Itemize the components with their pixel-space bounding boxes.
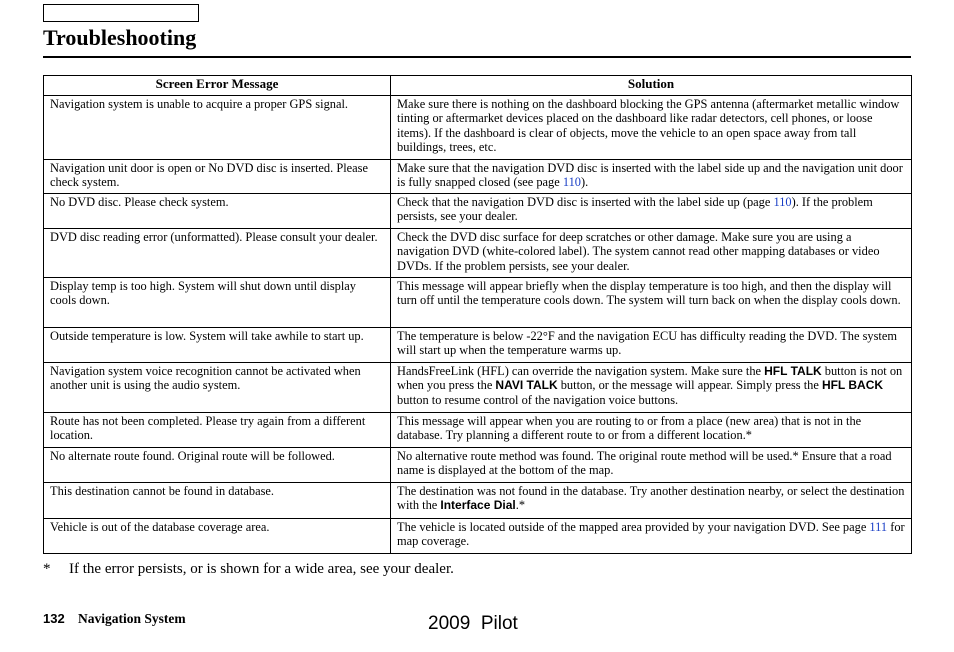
error-message-cell: No alternate route found. Original route will be followed.	[44, 448, 391, 483]
column-header-message: Screen Error Message	[44, 76, 391, 96]
table-row	[44, 519, 912, 554]
solution-cell	[391, 194, 912, 229]
solution-cell: No alternative route method was found. The original route method will be used.* Ensure that a road name is displayed at the bottom of the map.	[391, 448, 912, 483]
solution-cell	[391, 363, 912, 413]
table-row	[44, 328, 912, 363]
page-number: 132	[43, 611, 65, 626]
error-message-table	[43, 75, 912, 554]
column-header-solution: Solution	[391, 76, 912, 96]
vehicle-model: 2009 Pilot	[428, 613, 518, 634]
navi-talk-button-label: NAVI TALK	[495, 378, 558, 393]
solution-text: for map coverage.	[397, 520, 905, 549]
error-message-cell: No DVD disc. Please check system.	[44, 194, 391, 229]
footnote-marker: *	[43, 561, 51, 577]
table-row	[44, 229, 912, 278]
table-row	[44, 278, 912, 328]
solution-text: ). If the problem persists, see your dealer.	[397, 195, 873, 224]
solution-text: ).	[581, 175, 589, 190]
interface-dial-label: Interface Dial	[440, 498, 516, 513]
table-row	[44, 363, 912, 413]
solution-text: The vehicle is located outside of the mapped area provided by your navigation DVD. See page	[397, 520, 870, 534]
error-message-cell: Vehicle is out of the database coverage area.	[44, 519, 391, 554]
hfl-back-button-label: HFL BACK	[821, 378, 884, 393]
error-message-cell: Route has not been completed. Please try again from a different location.	[44, 413, 391, 448]
table-row	[44, 194, 912, 229]
hfl-talk-button-label: HFL TALK	[764, 364, 822, 378]
solution-text: button to resume control of the navigation voice buttons.	[397, 392, 679, 407]
error-message-cell: Display temp is too high. System will shut down until display cools down.	[44, 278, 391, 328]
table-row	[44, 160, 912, 194]
solution-cell: Make sure there is nothing on the dashboard blocking the GPS antenna (aftermarket metallic window tinting or aftermarket devices placed on the dashboard like radar detectors, cell phones, or loose items). If the dashboard is clear of objects, move the vehicle to an open space away from tall buildings, trees, etc.	[391, 96, 912, 160]
title-rule	[43, 56, 911, 58]
error-message-cell: DVD disc reading error (unformatted). Please consult your dealer.	[44, 229, 391, 278]
solution-cell: This message will appear briefly when the display temperature is too high, and then the display will turn off until the temperature cools down. The system will turn back on when the display cools down.	[391, 278, 912, 328]
table-row	[44, 448, 912, 483]
error-message-cell: This destination cannot be found in database.	[44, 483, 391, 519]
table-header-row	[44, 76, 912, 96]
page-link-110[interactable]: 110	[773, 195, 792, 209]
footnote-text: If the error persists, or is shown for a wide area, see your dealer.	[69, 561, 454, 577]
error-message-cell: Navigation system voice recognition cannot be activated when another unit is using the audio system.	[44, 363, 391, 413]
page-link-110[interactable]: 110	[562, 175, 581, 190]
page-link-111[interactable]: 111	[869, 520, 888, 534]
solution-text: HandsFreeLink (HFL) can override the navigation system. Make sure the	[397, 364, 765, 378]
error-message-cell: Outside temperature is low. System will take awhile to start up.	[44, 328, 391, 363]
solution-cell: This message will appear when you are routing to or from a place (new area) that is not in the database. Try planning a different route to or from a different location.*	[391, 413, 912, 448]
table-row	[44, 483, 912, 519]
solution-text: button, or the message will appear. Simply press the	[557, 378, 822, 393]
solution-text: .*	[515, 498, 526, 513]
header-tab-box	[43, 4, 199, 22]
solution-text: Check that the navigation DVD disc is inserted with the label side up (page	[397, 195, 774, 209]
solution-cell	[391, 519, 912, 554]
solution-cell: Check the DVD disc surface for deep scratches or other damage. Make sure you are using a navigation DVD (white-colored label). The system cannot read other mapping databases or video DVDs. If the problem persists, see your dealer.	[391, 229, 912, 278]
error-message-cell: Navigation system is unable to acquire a proper GPS signal.	[44, 96, 391, 160]
solution-text: button is not on when you press the	[397, 364, 903, 393]
error-message-cell: Navigation unit door is open or No DVD disc is inserted. Please check system.	[44, 160, 391, 194]
solution-cell	[391, 160, 912, 194]
section-name: Navigation System	[78, 611, 186, 626]
solution-text: The destination was not found in the database. Try another destination nearby, or select the destination with the	[397, 484, 905, 513]
solution-cell	[391, 483, 912, 519]
footnote	[43, 561, 454, 578]
solution-cell: The temperature is below -22°F and the navigation ECU has difficulty reading the DVD. The system will start up when the temperature warms up.	[391, 328, 912, 363]
table-row	[44, 413, 912, 448]
table-row	[44, 96, 912, 160]
page-title: Troubleshooting	[43, 25, 197, 50]
solution-text: Make sure that the navigation DVD disc is inserted with the label side up and the navigation unit door is fully snapped closed (see page	[397, 161, 903, 190]
